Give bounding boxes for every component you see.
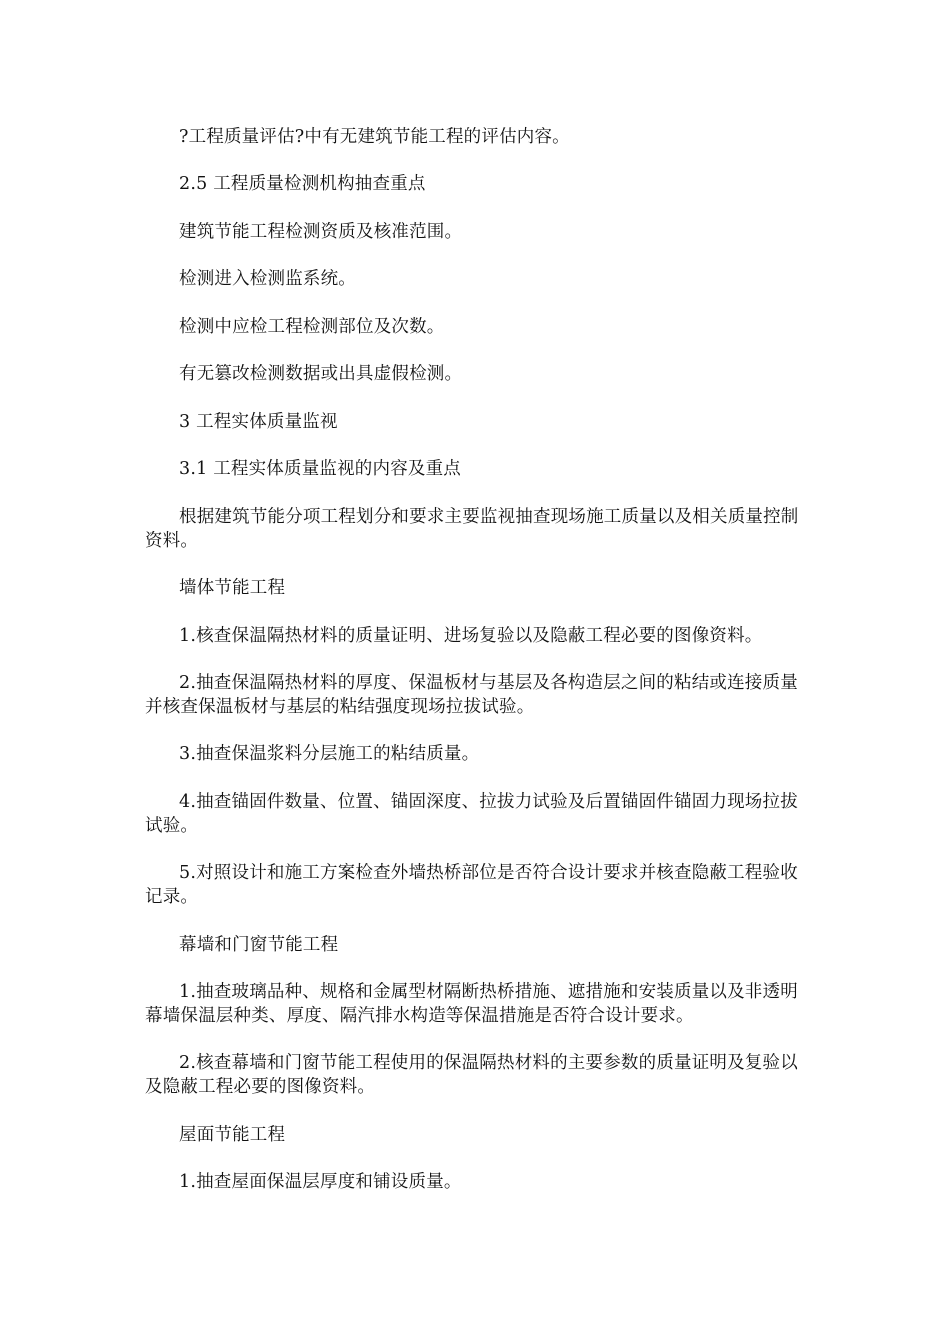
- paragraph-wall-5: 5.对照设计和施工方案检查外墙热桥部位是否符合设计要求并核查隐蔽工程验收记录。: [145, 863, 798, 907]
- paragraph-quality-assessment: ?工程质量评估?中有无建筑节能工程的评估内容。: [179, 127, 570, 147]
- heading-3-1: 3.1 工程实体质量监视的内容及重点: [179, 459, 461, 479]
- paragraph-wall-4: 4.抽查锚固件数量、位置、锚固深度、拉拔力试验及后置锚固件锚固力现场拉拔试验。: [145, 792, 798, 836]
- paragraph-wall-1: 1.核查保温隔热材料的质量证明、进场复验以及隐蔽工程必要的图像资料。: [179, 626, 763, 646]
- paragraph-roof-1: 1.抽查屋面保温层厚度和铺设质量。: [179, 1172, 462, 1192]
- paragraph-locations: 检测中应检工程检测部位及次数。: [179, 317, 445, 337]
- heading-2-5: 2.5 工程质量检测机构抽查重点: [179, 174, 426, 194]
- paragraph-tampering: 有无篡改检测数据或出具虚假检测。: [179, 364, 463, 384]
- document-page: [145, 0, 810, 1344]
- heading-wall: 墙体节能工程: [179, 578, 286, 598]
- paragraph-curtain-1: 1.抽查玻璃品种、规格和金属型材隔断热桥措施、遮措施和安装质量以及非透明幕墙保温层种类、厚度、隔汽排水构造等保温措施是否符合设计要求。: [145, 982, 798, 1026]
- heading-roof: 屋面节能工程: [179, 1125, 286, 1145]
- paragraph-wall-2: 2.抽查保温隔热材料的厚度、保温板材与基层及各构造层之间的粘结或连接质量并核查保温板材与基层的粘结强度现场拉拔试验。: [145, 673, 798, 717]
- paragraph-overview: 根据建筑节能分项工程划分和要求主要监视抽查现场施工质量以及相关质量控制资料。: [145, 507, 799, 551]
- paragraph-wall-3: 3.抽查保温浆料分层施工的粘结质量。: [179, 744, 480, 764]
- heading-3: 3 工程实体质量监视: [179, 412, 338, 432]
- paragraph-system: 检测进入检测监系统。: [179, 269, 356, 289]
- heading-curtain-wall: 幕墙和门窗节能工程: [179, 935, 339, 955]
- paragraph-qualification: 建筑节能工程检测资质及核准范围。: [179, 222, 463, 242]
- paragraph-curtain-2: 2.核查幕墙和门窗节能工程使用的保温隔热材料的主要参数的质量证明及复验以及隐蔽工程必要的图像资料。: [145, 1053, 798, 1097]
